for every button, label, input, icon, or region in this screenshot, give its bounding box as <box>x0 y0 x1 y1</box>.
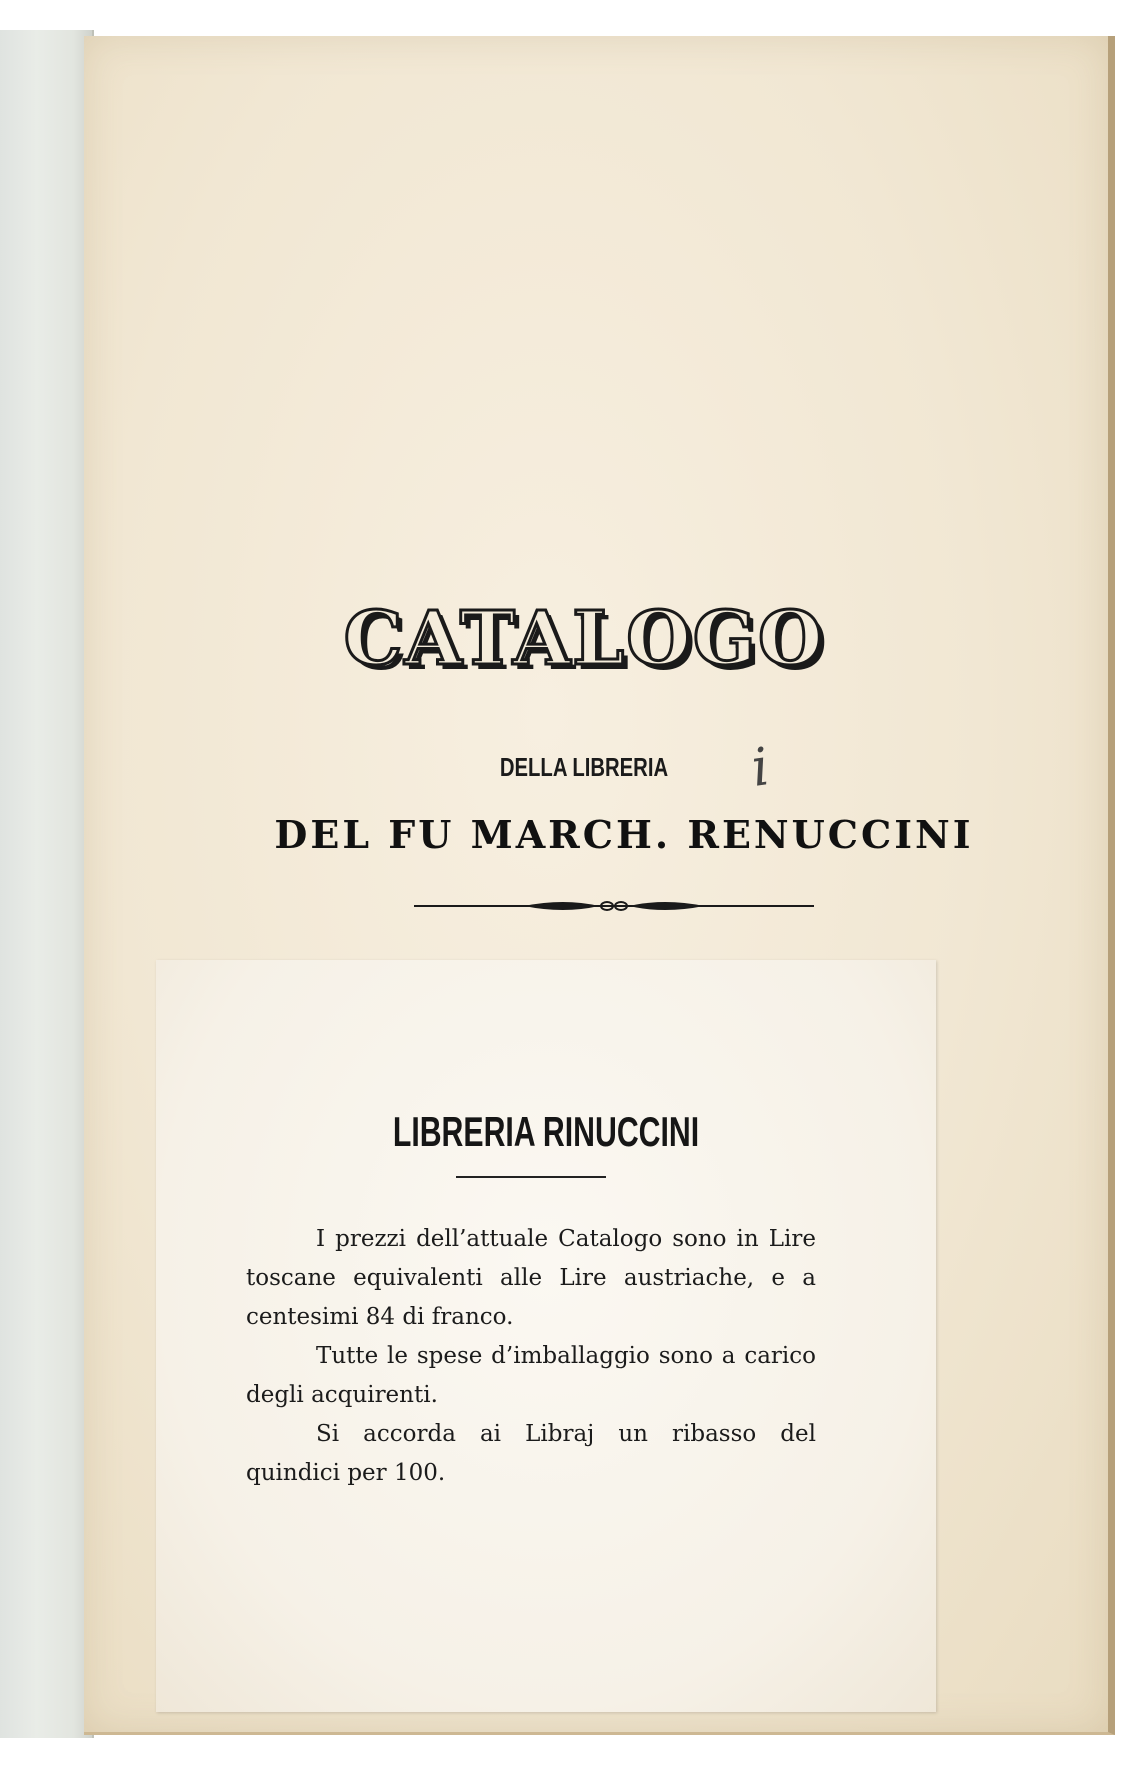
slip-text <box>246 1220 816 1493</box>
slip-heading: LIBRERIA RINUCCINI <box>392 1108 700 1155</box>
handwritten-mark: i <box>747 737 773 799</box>
slip-paragraph-discount: Si accorda ai Libraj un ribasso del quindici per 100. <box>246 1421 816 1486</box>
pasted-price-slip <box>156 960 936 1712</box>
owner-line: DEL FU MARCH. RENUCCINI <box>274 812 974 857</box>
book-spine-left <box>0 30 94 1738</box>
catalog-title: CATALOGO <box>343 596 825 682</box>
slip-paragraph-packing: Tutte le spese d’imballaggio sono a carico degli acquirenti. <box>246 1343 816 1408</box>
slip-paragraph-prices: I prezzi dell’attuale Catalogo sono in Lire toscane equivalenti alle Lire austriache, e a centesimi 84 di franco. <box>246 1226 816 1330</box>
title-page <box>84 36 1115 1735</box>
ornamental-rule <box>414 894 814 918</box>
subtitle-della-libreria: DELLA LIBRERIA <box>499 752 669 782</box>
slip-divider <box>456 1176 606 1178</box>
